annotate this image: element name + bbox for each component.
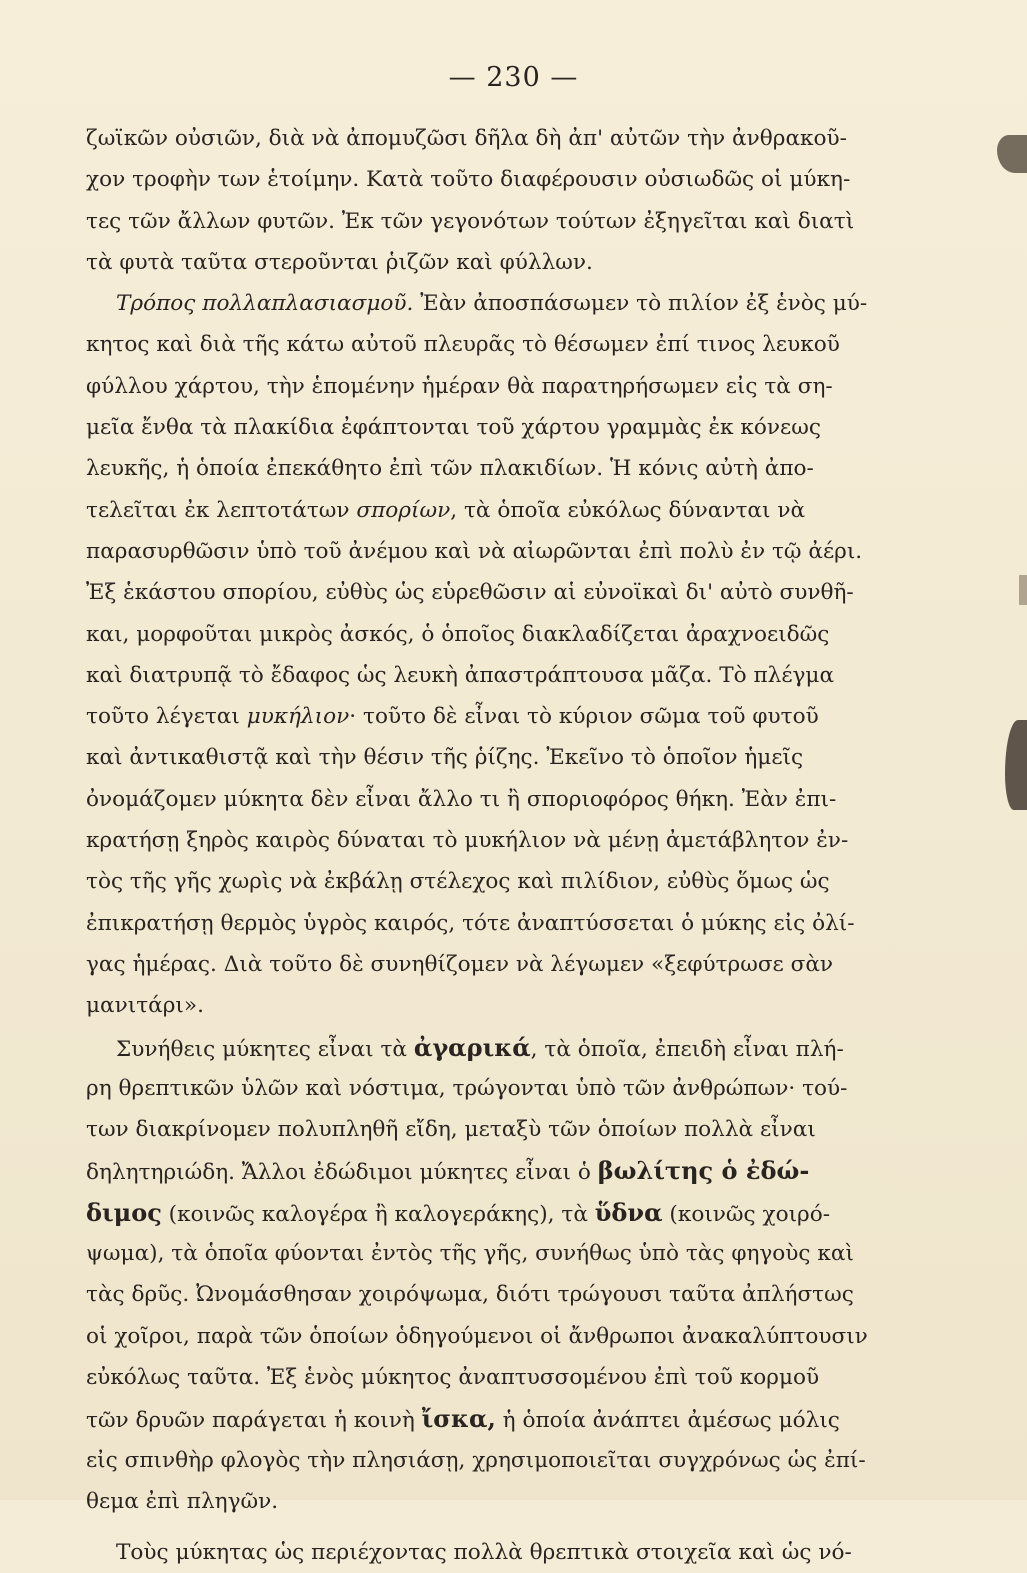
text-span: δηλητηριώδη. Ἄλλοι ἐδώδιμοι μύκητες εἶναι ὁ	[86, 1160, 598, 1186]
text-line: τὰς δρῦς. Ὠνομάσθησαν χοιρόψωμα, διότι τρώγουσι ταῦτα ἀπλήστως	[86, 1282, 854, 1308]
text-line: ὀνομάζομεν μύκητα δὲν εἶναι ἄλλο τι ἢ σποριοφόρος θήκη. Ἐὰν ἐπι-	[86, 786, 837, 812]
text-line: θεμα ἐπὶ πληγῶν.	[86, 1488, 279, 1514]
text-line: ζωϊκῶν οὐσιῶν, διὰ νὰ ἀπομυζῶσι δῆλα δὴ ἀπ' αὐτῶν τὴν ἀνθρακοῦ-	[86, 126, 847, 151]
text-line: φύλλου χάρτου, τὴν ἑπομένην ἡμέραν θὰ παρατηρήσωμεν εἰς τὰ ση-	[86, 373, 833, 399]
text-span: τελεῖται ἐκ λεπτοτάτων	[86, 497, 357, 523]
text-line: παρασυρθῶσιν ὑπὸ τοῦ ἀνέμου καὶ νὰ αἰωρῶνται ἐπὶ πολὺ ἐν τῷ ἀέρι.	[86, 538, 863, 564]
text-line	[86, 1398, 912, 1439]
text-line: γας ἡμέρας. Διὰ τοῦτο δὲ συνηθίζομεν νὰ λέγωμεν «ξεφύτρωσε σὰν	[86, 951, 834, 977]
text-span: (κοινῶς καλογέρα ἢ καλογεράκης), τὰ	[161, 1201, 595, 1227]
text-line	[86, 1027, 912, 1068]
text-span: τοῦτο λέγεται	[86, 704, 247, 730]
text-span: · τοῦτο δὲ εἶναι τὸ κύριον σῶμα τοῦ φυτοῦ	[349, 704, 819, 730]
text-line: κρατήσῃ ξηρὸς καιρὸς δύναται τὸ μυκήλιον νὰ μένῃ ἀμετάβλητον ἐν-	[86, 828, 849, 854]
text-line: τὰ φυτὰ ταῦτα στεροῦνται ῥιζῶν καὶ φύλλων.	[86, 249, 593, 275]
term-italic: σπορίων	[356, 497, 451, 523]
text-line: ψωμα), τὰ ὁποῖα φύονται ἐντὸς τῆς γῆς, συνήθως ὑπὸ τὰς φηγοὺς καὶ	[86, 1241, 854, 1267]
text-line: κητος καὶ διὰ τῆς κάτω αὐτοῦ πλευρᾶς τὸ θέσωμεν ἐπί τινος λευκοῦ	[86, 332, 840, 358]
term-bold: διμος	[86, 1197, 162, 1227]
section-heading: Τρόπος πολλαπλασιασμοῦ.	[116, 291, 414, 317]
text-line: οἱ χοῖροι, παρὰ τῶν ὁποίων ὁδηγούμενοι οἱ ἄνθρωποι ἀνακαλύπτουσιν	[86, 1323, 868, 1349]
text-line: καὶ διατρυπᾷ τὸ ἔδαφος ὡς λευκὴ ἀπαστράπτουσα μᾶζα. Τὸ πλέγμα	[86, 662, 835, 688]
text-line	[86, 283, 912, 324]
text-span: ἡ ὁποία ἀνάπτει ἀμέσως μόλις	[495, 1408, 840, 1434]
page-number: — 230 —	[448, 62, 579, 93]
text-line	[86, 696, 912, 737]
body-text	[86, 118, 912, 1573]
term-bold: ἴσκα,	[421, 1404, 496, 1434]
term-bold: βωλίτης ὁ ἐδώ-	[597, 1156, 810, 1186]
text-line: λευκῆς, ἡ ὁποία ἐπεκάθητο ἐπὶ τῶν πλακιδίων. Ἡ κόνις αὐτὴ ἀπο-	[86, 456, 814, 482]
text-line	[86, 1150, 912, 1191]
text-line	[86, 1192, 912, 1233]
term-bold: ἀγαρικά	[413, 1032, 531, 1062]
page-stain	[1005, 720, 1027, 810]
text-line: εὐκόλως ταῦτα. Ἐξ ἑνὸς μύκητος ἀναπτυσσομένου ἐπὶ τοῦ κορμοῦ	[86, 1364, 820, 1390]
term-bold: ὕδνα	[594, 1197, 663, 1227]
text-line: ρη θρεπτικῶν ὑλῶν καὶ νόστιμα, τρώγονται ὑπὸ τῶν ἀνθρώπων· τού-	[86, 1075, 848, 1101]
text-span: , τὰ ὁποῖα, ἐπειδὴ εἶναι πλή-	[530, 1036, 844, 1062]
text-line: τες τῶν ἄλλων φυτῶν. Ἐκ τῶν γεγονότων τούτων ἐξηγεῖται καὶ διατὶ	[86, 208, 855, 234]
text-span: Ἐὰν ἀποσπάσωμεν τὸ πιλίον ἐξ ἑνὸς μύ-	[413, 291, 868, 317]
text-span: , τὰ ὁποῖα εὐκόλως δύνανται νὰ	[450, 497, 806, 523]
text-span: (κοινῶς χοιρό-	[662, 1201, 831, 1227]
text-line: εἰς σπινθὴρ φλογὸς τὴν πλησιάσῃ, χρησιμοποιεῖται συγχρόνως ὡς ἐπί-	[86, 1447, 866, 1473]
text-span: Συνήθεις μύκητες εἶναι τὰ	[116, 1036, 414, 1062]
page-stain	[1019, 575, 1027, 605]
text-line: και, μορφοῦται μικρὸς ἀσκός, ὁ ὁποῖος διακλαδίζεται ἀραχνοειδῶς	[86, 621, 830, 647]
text-line: Ἐξ ἑκάστου σπορίου, εὐθὺς ὡς εὑρεθῶσιν αἱ εὐνοϊκαὶ δι' αὐτὸ συνθῆ-	[86, 580, 854, 606]
text-line: τὸς τῆς γῆς χωρὶς νὰ ἐκβάλῃ στέλεχος καὶ πιλίδιον, εὐθὺς ὅμως ὡς	[86, 869, 830, 895]
text-line: μανιτάρι».	[86, 993, 204, 1019]
text-line: ἐπικρατήσῃ θερμὸς ὑγρὸς καιρός, τότε ἀναπτύσσεται ὁ μύκης εἰς ὀλί-	[86, 910, 855, 936]
text-line	[86, 490, 912, 531]
text-line: Τοὺς μύκητας ὡς περιέχοντας πολλὰ θρεπτικὰ στοιχεῖα καὶ ὡς νό-	[116, 1540, 852, 1566]
text-span: τῶν δρυῶν παράγεται ἡ κοινὴ	[86, 1408, 422, 1434]
page-stain	[997, 135, 1027, 173]
text-line: μεῖα ἔνθα τὰ πλακίδια ἐφάπτονται τοῦ χάρτου γραμμὰς ἐκ κόνεως	[86, 415, 821, 441]
text-line: χον τροφὴν των ἑτοίμην. Κατὰ τοῦτο διαφέρουσιν οὐσιωδῶς οἱ μύκη-	[86, 167, 851, 193]
text-line: καὶ ἀντικαθιστᾷ καὶ τὴν θέσιν τῆς ῥίζης. Ἐκεῖνο τὸ ὁποῖον ἡμεῖς	[86, 745, 804, 771]
term-italic: μυκήλιον	[246, 704, 350, 730]
text-line: των διακρίνομεν πολυπληθῆ εἴδη, μεταξὺ τῶν ὁποίων πολλὰ εἶναι	[86, 1117, 816, 1143]
